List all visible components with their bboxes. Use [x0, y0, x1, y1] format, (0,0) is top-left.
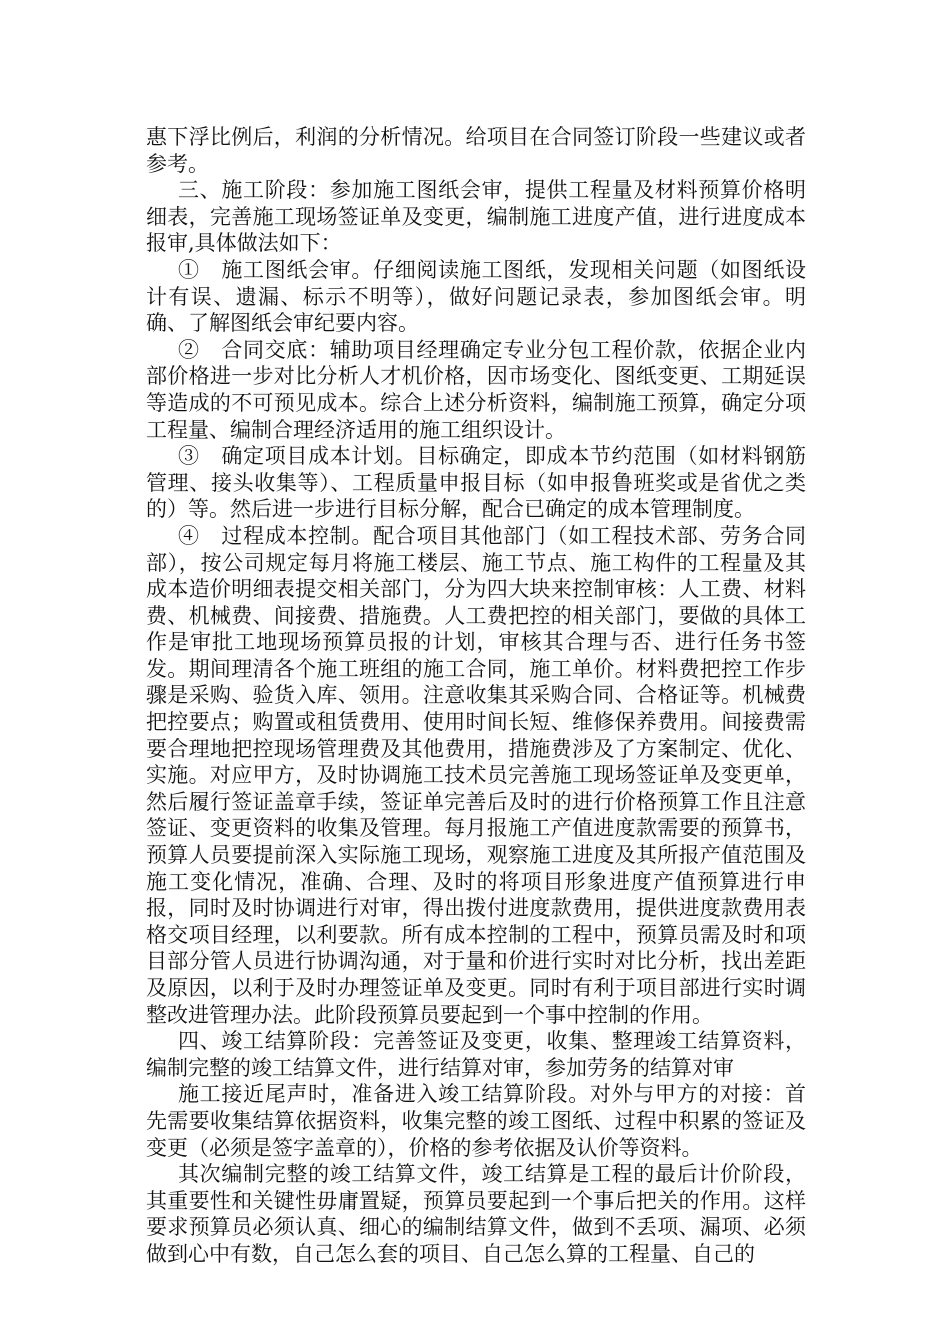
paragraph-construction-stage-heading: 三、施工阶段：参加施工图纸会审，提供工程量及材料预算价格明细表，完善施工现场签证单及变更，编制施工进度产值，进行进度成本报审,具体做法如下： [146, 178, 806, 256]
paragraph-contract-briefing: ② 合同交底：辅助项目经理确定专业分包工程价款，依据企业内部价格进一步对比分析人才机价格，因市场变化、图纸变更、工期延误等造成的不可预见成本。综合上述分析资料，编制施工预算，确定分项工程量、编制合理经济适用的施工组织设计。 [146, 337, 806, 442]
document-body [146, 124, 806, 1268]
paragraph-intro-continuation: 惠下浮比例后，利润的分析情况。给项目在合同签订阶段一些建议或者参考。 [146, 125, 806, 176]
paragraph-cost-plan: ③ 确定项目成本计划。目标确定，即成本节约范围（如材料钢筋管理、接头收集等）、工程质量申报目标（如申报鲁班奖或是省优之类的）等。然后进一步进行目标分解，配合已确定的成本管理制度。 [146, 444, 806, 522]
paragraph-settlement-documents: 其次编制完整的竣工结算文件，竣工结算是工程的最后计价阶段，其重要性和关键性毋庸置疑，预算员要起到一个事后把关的作用。这样要求预算员必须认真、细心的编制结算文件，做到不丢项、漏项、必须做到心中有数，自己怎么套的项目、自己怎么算的工程量、自己的 [146, 1162, 806, 1266]
paragraph-completion-settlement-heading: 四、竣工结算阶段：完善签证及变更，收集、整理竣工结算资料，编制完整的竣工结算文件，进行结算对审，参加劳务的结算对审 [146, 1029, 806, 1080]
paragraph-drawing-review: ① 施工图纸会审。仔细阅读施工图纸，发现相关问题（如图纸设计有误、遗漏、标示不明等），做好问题记录表，参加图纸会审。明确、了解图纸会审纪要内容。 [146, 257, 806, 336]
paragraph-process-cost-control: ④ 过程成本控制。配合项目其他部门（如工程技术部、劳务合同部），按公司规定每月将施工楼层、施工节点、施工构件的工程量及其成本造价明细表提交相关部门，分为四大块来控制审核：人工费、材料费、机械费、间接费、措施费。人工费把控的相关部门，要做的具体工作是审批工地现场预算员报的计划，审核其合理与否、进行任务书签发。期间理清各个施工班组的施工合同，施工单价。材料费把控工作步骤是采购、验货入库、领用。注意收集其采购合同、合格证等。机械费把控要点；购置或租赁费用、使用时间长短、维修保养费用。间接费需要合理地把控现场管理费及其他费用，措施费涉及了方案制定、优化、实施。对应甲方，及时协调施工技术员完善施工现场签证单及变更单，然后履行签证盖章手续，签证单完善后及时的进行价格预算工作且注意签证、变更资料的收集及管理。每月报施工产值进度款需要的预算书，预算人员要提前深入实际施工现场，观察施工进度及其所报产值范围及施工变化情况，准确、合理、及时的将项目形象进度产值预算进行申报，同时及时协调进行对审，得出拨付进度款费用，提供进度款费用表格交项目经理，以利要款。所有成本控制的工程中，预算员需及时和项目部分管人员进行协调沟通，对于量和价进行实时对比分析，找出差距及原因，以利于及时办理签证单及变更。同时有利于项目部进行实时调整改进管理办法。此阶段预算员要起到一个事中控制的作用。 [146, 523, 806, 1027]
paragraph-settlement-preparation: 施工接近尾声时，准备进入竣工结算阶段。对外与甲方的对接：首先需要收集结算依据资料，收集完整的竣工图纸、过程中积累的签证及变更（必须是签字盖章的），价格的参考依据及认价等资料。 [146, 1082, 806, 1160]
